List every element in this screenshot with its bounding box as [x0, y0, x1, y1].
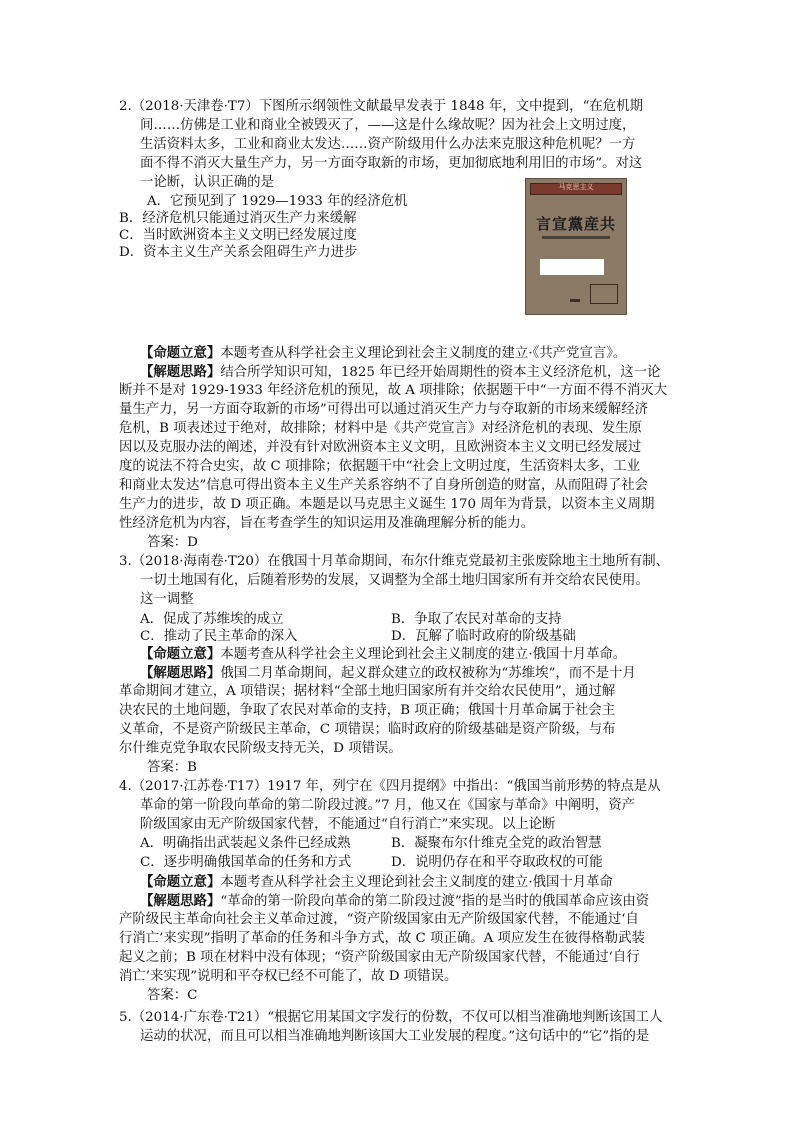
text-line: [140, 815, 555, 835]
text-line: [140, 1027, 649, 1047]
text-line: [119, 552, 669, 572]
text-line: [391, 853, 603, 873]
line-text: 起义之前；B 项在材料中没有体现；“资产阶级国家由无产阶级国家代替，不能通过‘自行: [119, 950, 640, 965]
line-text: 5.（2014·广东卷·T21）“根据它用某国文字发行的份数，不仅可以相当准确地判断该国工人: [119, 1010, 663, 1025]
line-text: 生活资料太多，工业和商业太发达……资产阶级用什么办法来克服这种危机呢？一方: [140, 137, 636, 152]
line-text: 这一调整: [140, 592, 194, 607]
line-text: “革命的第一阶段向革命的第二阶段过渡”指的是当时的俄国革命应该由资: [220, 894, 650, 909]
text-line: [119, 701, 615, 721]
line-text: 4.（2017·江苏卷·T17）1917 年，列宁在《四月提纲》中指出：“俄国当前形势的特点是从: [119, 779, 661, 794]
line-text: 革命的第一阶段向革命的第二阶段过渡。”7 月，他又在《国家与革命》中阐明，资产: [140, 798, 635, 813]
cover-top-band: [530, 183, 622, 195]
text-line: [140, 834, 351, 854]
text-line: [140, 644, 626, 665]
communist-manifesto-cover-image: [525, 178, 627, 315]
text-line: [147, 758, 197, 778]
line-text: 产阶级民主革命向社会主义革命过渡，“资产阶级国家由无产阶级国家代替，不能通过‘自: [119, 912, 639, 927]
line-text: 本题考查从科学社会主义理论到社会主义制度的建立·《共产党宣言》。: [220, 346, 627, 361]
line-text: 生产力的进步，故 D 项正确。本题是以马克思主义诞生 170 周年为背景，以资本主义周期: [119, 497, 655, 512]
line-text: 义革命，不是资产阶级民主革命，C 项错误；临时政府的阶级基础是资产阶级，与布: [119, 722, 616, 737]
text-line: [119, 929, 645, 949]
text-line: [140, 796, 635, 816]
line-text: 结合所学知识可知，1825 年已经开始周期性的资本主义经济危机，这一论: [220, 365, 661, 380]
cover-redacted-area: [540, 259, 604, 275]
section-tag: 【解题思路】: [140, 893, 221, 909]
line-text: C．推动了民主革命的深入: [140, 629, 298, 644]
section-tag: 【解题思路】: [140, 665, 221, 681]
line-text: 决农民的土地问题，争取了农民对革命的支持，B 项正确；俄国十月革命属于社会主: [119, 703, 616, 718]
text-line: [119, 97, 643, 117]
line-text: 断并不是对 1929-1933 年经济危机的预见，故 A 项排除；依据题干中“一方面不得不消灭大: [119, 383, 668, 398]
line-text: D．资本主义生产关系会阻碍生产力进步: [119, 245, 358, 260]
text-line: [119, 682, 615, 702]
text-line: [140, 173, 274, 193]
line-text: D．说明仍存在和平夺取政权的可能: [391, 855, 603, 870]
text-line: [140, 154, 642, 174]
line-text: 阶级国家由无产阶级国家代替，不能通过“自行消亡”来实现。以上论断: [140, 817, 556, 832]
text-line: [140, 135, 635, 155]
line-text: D．瓦解了临时政府的阶级基础: [391, 629, 576, 644]
text-line: [119, 400, 648, 420]
text-line: [119, 457, 640, 477]
text-line: [147, 533, 198, 553]
line-text: 度的说法不符合史实，故 C 项排除；依据题干中“社会上文明过度，生活资料太多，工业: [119, 459, 641, 474]
line-text: 本题考查从科学社会主义理论到社会主义制度的建立·俄国十月革命: [220, 875, 613, 890]
text-line: [119, 495, 654, 515]
text-line: [119, 476, 648, 496]
section-tag: 【命题立意】: [140, 874, 221, 890]
line-text: 因以及克服办法的阐述，并没有针对欧洲资本主义文明，且欧洲资本主义文明已经发展过: [119, 440, 642, 455]
text-line: [119, 438, 641, 458]
text-line: [119, 967, 457, 987]
line-text: 俄国二月革命期间，起义群众建立的政权被称为“苏维埃”，而不是十月: [220, 666, 636, 681]
line-text: A．它预见到了 1929—1933 年的经济危机: [147, 194, 408, 209]
line-text: 运动的状况，而且可以相当准确地判断该国大工业发展的程度。”这句话中的“它”指的是: [140, 1029, 650, 1044]
line-text: 和商业太发达”信息可得出资本主义生产关系容纳不了自身所创造的财富，从而阻碍了社会: [119, 478, 649, 493]
line-text: 量生产力，另一方面夺取新的市场”可得出可以通过消灭生产力与夺取新的市场来缓解经济: [119, 402, 649, 417]
cover-publisher-mark: [570, 299, 580, 302]
line-text: 答案：C: [147, 988, 198, 1003]
line-text: 革命期间才建立，A 项错误；据材料“全部土地归国家所有并交给农民使用”，通过解: [119, 684, 616, 699]
line-text: 一论断，认识正确的是: [140, 175, 274, 190]
line-text: 答案：D: [147, 535, 198, 550]
cover-stamp: [590, 284, 618, 304]
text-line: [119, 777, 661, 797]
cover-subtitle-line: [542, 236, 610, 239]
line-text: B．凝聚布尔什维克全党的政治智慧: [391, 836, 602, 851]
text-line: [119, 514, 534, 534]
text-line: [140, 116, 635, 136]
section-tag: 【命题立意】: [140, 345, 221, 361]
line-text: 答案：B: [147, 760, 198, 775]
text-line: [140, 362, 660, 383]
text-line: [119, 720, 616, 740]
line-text: B．经济危机只能通过消灭生产力来缓解: [119, 211, 357, 226]
line-text: 面不得不消灭大量生产力，另一方面夺取新的市场，更加彻底地利用旧的市场”。对这: [140, 156, 643, 171]
line-text: 一切土地国有化，后随着形势的发展，又调整为全部土地归国家所有并交给农民使用。: [140, 573, 649, 588]
cover-title: 言宣黨産共: [535, 215, 616, 233]
text-line: [140, 891, 649, 912]
line-text: 2.（2018·天津卷·T7）下图所示纲领性文献最早发表于 1848 年，文中提到，“在危机期: [119, 99, 643, 114]
text-line: [140, 590, 194, 610]
line-text: 间……仿佛是工业和商业全被毁灭了，——这是什么缘故呢？因为社会上文明过度，: [140, 118, 636, 133]
text-line: [391, 834, 602, 854]
cover-band-text: 马克思主义: [558, 183, 594, 191]
text-line: [119, 419, 642, 439]
text-line: [140, 343, 626, 364]
text-line: [140, 571, 649, 591]
text-line: [119, 1008, 662, 1028]
text-line: [147, 986, 197, 1006]
text-line: [140, 872, 613, 893]
line-text: 尔什维克党争取农民阶级支持无关，D 项错误。: [119, 741, 402, 756]
text-line: [119, 739, 402, 759]
line-text: B．争取了农民对革命的支持: [391, 612, 562, 627]
line-text: 消亡’来实现”说明和平夺权已经不可能了，故 D 项错误。: [119, 969, 458, 984]
line-text: 行消亡’来实现”指明了革命的任务和斗争方式，故 C 项正确。A 项应发生在彼得格勒武装: [119, 931, 645, 946]
line-text: A．明确指出武装起义条件已经成熟: [140, 836, 351, 851]
text-line: [119, 948, 640, 968]
text-line: [119, 243, 357, 263]
text-line: [140, 663, 636, 684]
section-tag: 【解题思路】: [140, 364, 221, 380]
line-text: C．逐步明确俄国革命的任务和方式: [140, 855, 352, 870]
line-text: 本题考查从科学社会主义理论到社会主义制度的建立·俄国十月革命。: [220, 647, 627, 662]
section-tag: 【命题立意】: [140, 646, 221, 662]
text-line: [140, 853, 351, 873]
text-line: [119, 910, 639, 930]
line-text: 性经济危机为内容，旨在考查学生的知识运用及准确理解分析的能力。: [119, 516, 535, 531]
text-line: [119, 381, 667, 401]
line-text: C．当时欧洲资本主义文明已经发展过度: [119, 228, 357, 243]
line-text: A．促成了苏维埃的成立: [140, 612, 284, 627]
line-text: 危机，B 项表述过于绝对，故排除；材料中是《共产党宣言》对经济危机的表现、发生原: [119, 421, 642, 436]
line-text: 3.（2018·海南卷·T20）在俄国十月革命期间，布尔什维克党最初主张废除地主土地所有制、: [119, 554, 670, 569]
